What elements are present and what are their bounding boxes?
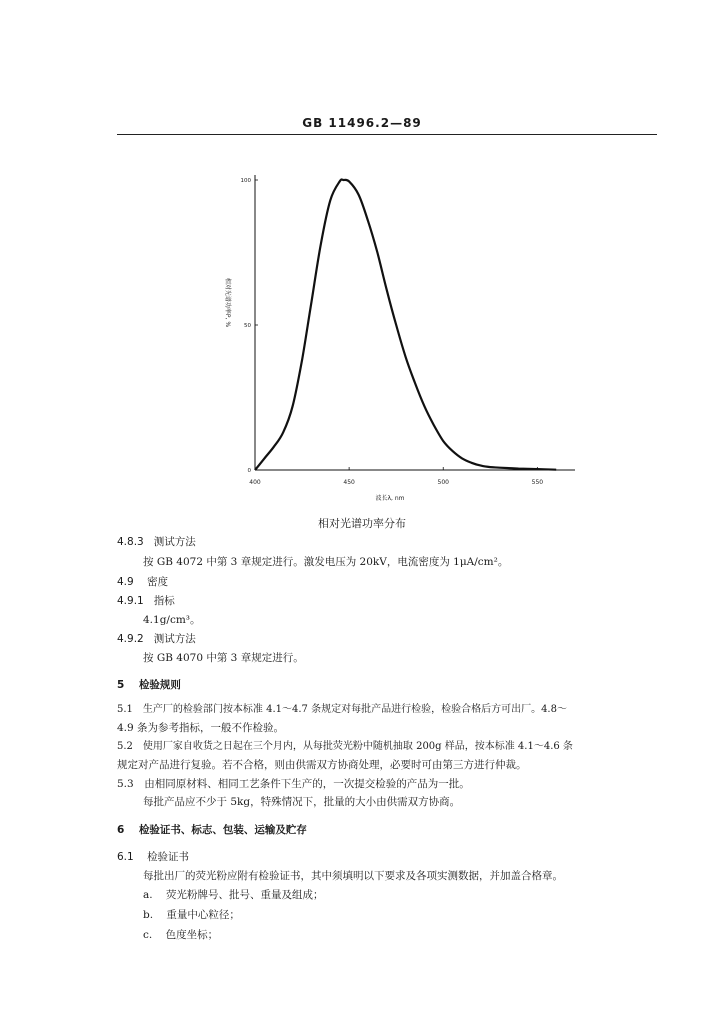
section-4-9-1-text: 4.1g/cm³。 — [143, 614, 201, 626]
section-5-3-line-2: 每批产品应不少于 5kg，特殊情况下，批量的大小由供需双方协商。 — [143, 796, 461, 808]
section-6-1-heading — [117, 850, 189, 864]
section-title: 指标 — [153, 595, 175, 607]
x-tick-label: 450 — [343, 479, 355, 486]
list-item-a — [143, 888, 323, 902]
figure-caption: 相对光谱功率分布 — [318, 517, 406, 530]
list-item-c — [143, 928, 218, 942]
series-line-spectral-power — [255, 179, 556, 470]
section-5-2-line-2: 规定对产品进行复验。若不合格，则由供需双方协商处理，必要时可由第三方进行仲裁。 — [117, 759, 527, 771]
x-tick-label: 550 — [531, 479, 544, 486]
y-tick-label: 0 — [247, 468, 251, 474]
list-item-label: b. — [143, 909, 154, 921]
list-item-text: 色度坐标； — [165, 929, 219, 941]
section-4-9-1-heading — [117, 594, 175, 608]
section-title: 检验证书 — [147, 851, 190, 863]
standard-number-header: GB 11496.2—89 — [302, 116, 422, 130]
section-title: 检验证书、标志、包装、运输及贮存 — [138, 824, 307, 836]
chart-axes — [255, 175, 575, 470]
section-4-9-2-text: 按 GB 4070 中第 3 章规定进行。 — [143, 652, 304, 664]
section-4-8-3-heading — [117, 535, 196, 549]
section-title: 测试方法 — [153, 536, 196, 548]
section-number: 4.9 — [117, 576, 134, 588]
section-title: 检验规则 — [138, 679, 181, 691]
section-4-9-2-heading — [117, 632, 196, 646]
list-item-label: a. — [143, 889, 153, 901]
section-number: 6.1 — [117, 851, 134, 863]
section-4-8-3-text: 按 GB 4072 中第 3 章规定进行。激发电压为 20kV，电流密度为 1μA/cm²。 — [143, 556, 509, 568]
section-number: 4.9.1 — [117, 595, 144, 607]
section-number: 4.8.3 — [117, 536, 144, 548]
section-5-2-line-1: 5.2 使用厂家自收货之日起在三个月内，从每批荧光粉中随机抽取 200g 样品，按本标准 4.1～4.6 条 — [117, 741, 573, 752]
section-5-heading — [117, 678, 181, 692]
list-item-label: c. — [143, 929, 153, 941]
section-5-1-line-1: 5.1 生产厂的检验部门按本标准 4.1～4.7 条规定对每批产品进行检验，检验合格后方可出厂。4.8～ — [117, 704, 567, 715]
x-axis-label: 波长λ, nm — [375, 495, 405, 502]
section-6-1-text: 每批出厂的荧光粉应附有检验证书，其中须填明以下要求及各项实测数据，并加盖合格章。 — [143, 870, 563, 882]
section-number: 6 — [117, 824, 125, 836]
section-number: 5 — [117, 679, 125, 691]
section-5-3-line-1: 5.3 由相同原材料、相同工艺条件下生产的，一次提交检验的产品为一批。 — [117, 778, 470, 790]
section-title: 密度 — [147, 576, 169, 588]
section-5-1-line-2: 4.9 条为参考指标，一般不作检验。 — [117, 722, 285, 734]
section-number: 4.9.2 — [117, 633, 144, 645]
y-tick-label: 50 — [244, 323, 251, 329]
list-item-b — [143, 908, 240, 922]
x-tick-label: 500 — [437, 479, 449, 486]
section-title: 测试方法 — [153, 633, 196, 645]
x-tick-label: 400 — [249, 479, 261, 486]
y-tick-label: 100 — [240, 178, 251, 184]
y-axis-label: 相对光谱功率P, % — [224, 277, 231, 328]
spectral-power-chart — [200, 150, 600, 520]
section-4-9-heading — [117, 575, 168, 589]
list-item-text: 荧光粉牌号、批号、重量及组成； — [165, 889, 324, 901]
chart-ticks — [241, 178, 544, 486]
header-rule — [117, 134, 657, 135]
section-6-heading — [117, 823, 307, 837]
list-item-text: 重量中心粒径； — [166, 909, 240, 921]
